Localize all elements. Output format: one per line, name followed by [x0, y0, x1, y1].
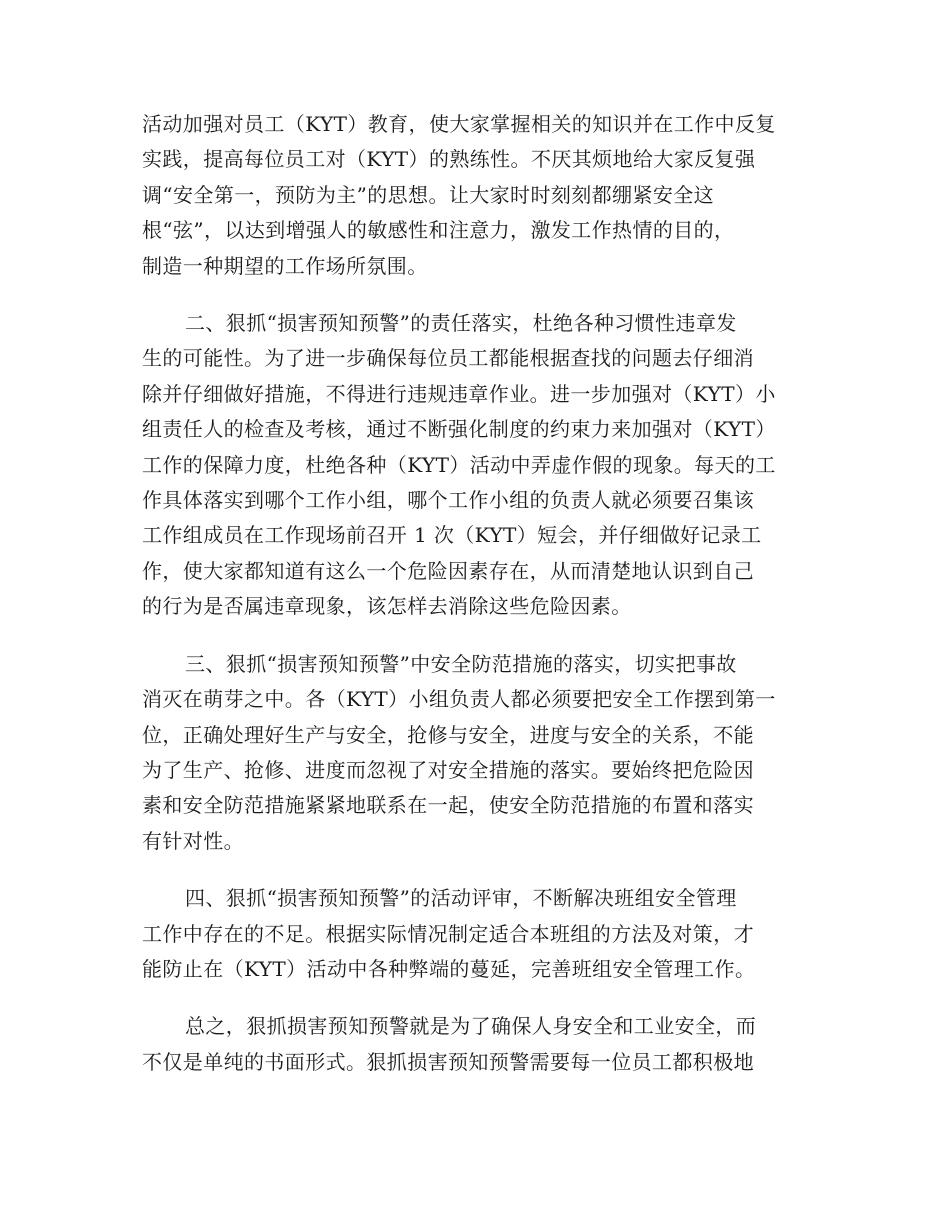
text-line: 的行为是否属违章现象，该怎样去消除这些危险因素。 [142, 594, 632, 619]
text-line: 除并仔细做好措施，不得进行违规违章作业。进一步加强对（KYT）小 [142, 381, 776, 406]
text-line: 工作的保障力度，杜绝各种（KYT）活动中弄虚作假的现象。每天的工 [142, 452, 776, 477]
text-line: 消灭在萌芽之中。各（KYT）小组负责人都必须要把安全工作摆到第一 [142, 687, 776, 712]
text-line: 四、狠抓“损害预知预警”的活动评审，不断解决班组安全管理 [185, 886, 737, 911]
text-line: 为了生产、抢修、进度而忽视了对安全措施的落实。要始终把危险因 [142, 757, 754, 782]
text-line: 位，正确处理好生产与安全，抢修与安全，进度与安全的关系，不能 [142, 722, 754, 747]
text-line: 有针对性。 [142, 828, 244, 853]
text-line: 不仅是单纯的书面形式。狠抓损害预知预警需要每一位员工都积极地 [142, 1049, 754, 1074]
paragraph-section-2 [142, 306, 802, 625]
text-line: 二、狠抓“损害预知预警”的责任落实，杜绝各种习惯性违章发 [185, 311, 737, 336]
text-line: 总之，狠抓损害预知预警就是为了确保人身安全和工业安全，而 [185, 1014, 757, 1039]
paragraph-continuation [142, 107, 802, 284]
text-line: 三、狠抓“损害预知预警”中安全防范措施的落实，切实把事故 [185, 651, 737, 676]
text-line: 工作中存在的不足。根据实际情况制定适合本班组的方法及对策，才 [142, 921, 754, 946]
text-line: 作具体落实到哪个工作小组，哪个工作小组的负责人就必须要召集该 [142, 488, 754, 513]
text-line: 能防止在（KYT）活动中各种弊端的蔓延，完善班组安全管理工作。 [142, 956, 756, 981]
text-line: 制造一种期望的工作场所氛围。 [142, 253, 428, 278]
paragraph-section-3 [142, 647, 802, 859]
paragraph-conclusion [142, 1009, 802, 1080]
document-body [142, 107, 802, 1102]
text-line: 调“安全第一，预防为主”的思想。让大家时时刻刻都绷紧安全这 [142, 182, 715, 207]
text-line: 工作组成员在工作现场前召开 1 次（KYT）短会，并仔细做好记录工 [142, 523, 762, 548]
text-line: 作，使大家都知道有这么一个危险因素存在，从而清楚地认识到自己 [142, 558, 754, 583]
text-line: 根“弦”，以达到增强人的敏感性和注意力，激发工作热情的目的， [142, 218, 735, 243]
paragraph-section-4 [142, 881, 802, 987]
text-line: 生的可能性。为了进一步确保每位员工都能根据查找的问题去仔细消 [142, 346, 754, 371]
text-line: 实践，提高每位员工对（KYT）的熟练性。不厌其烦地给大家反复强 [142, 147, 756, 172]
text-line: 活动加强对员工（KYT）教育，使大家掌握相关的知识并在工作中反复 [142, 112, 776, 136]
text-line: 组责任人的检查及考核，通过不断强化制度的约束力来加强对（KYT） [142, 417, 776, 442]
text-line: 素和安全防范措施紧紧地联系在一起，使安全防范措施的布置和落实 [142, 793, 754, 818]
